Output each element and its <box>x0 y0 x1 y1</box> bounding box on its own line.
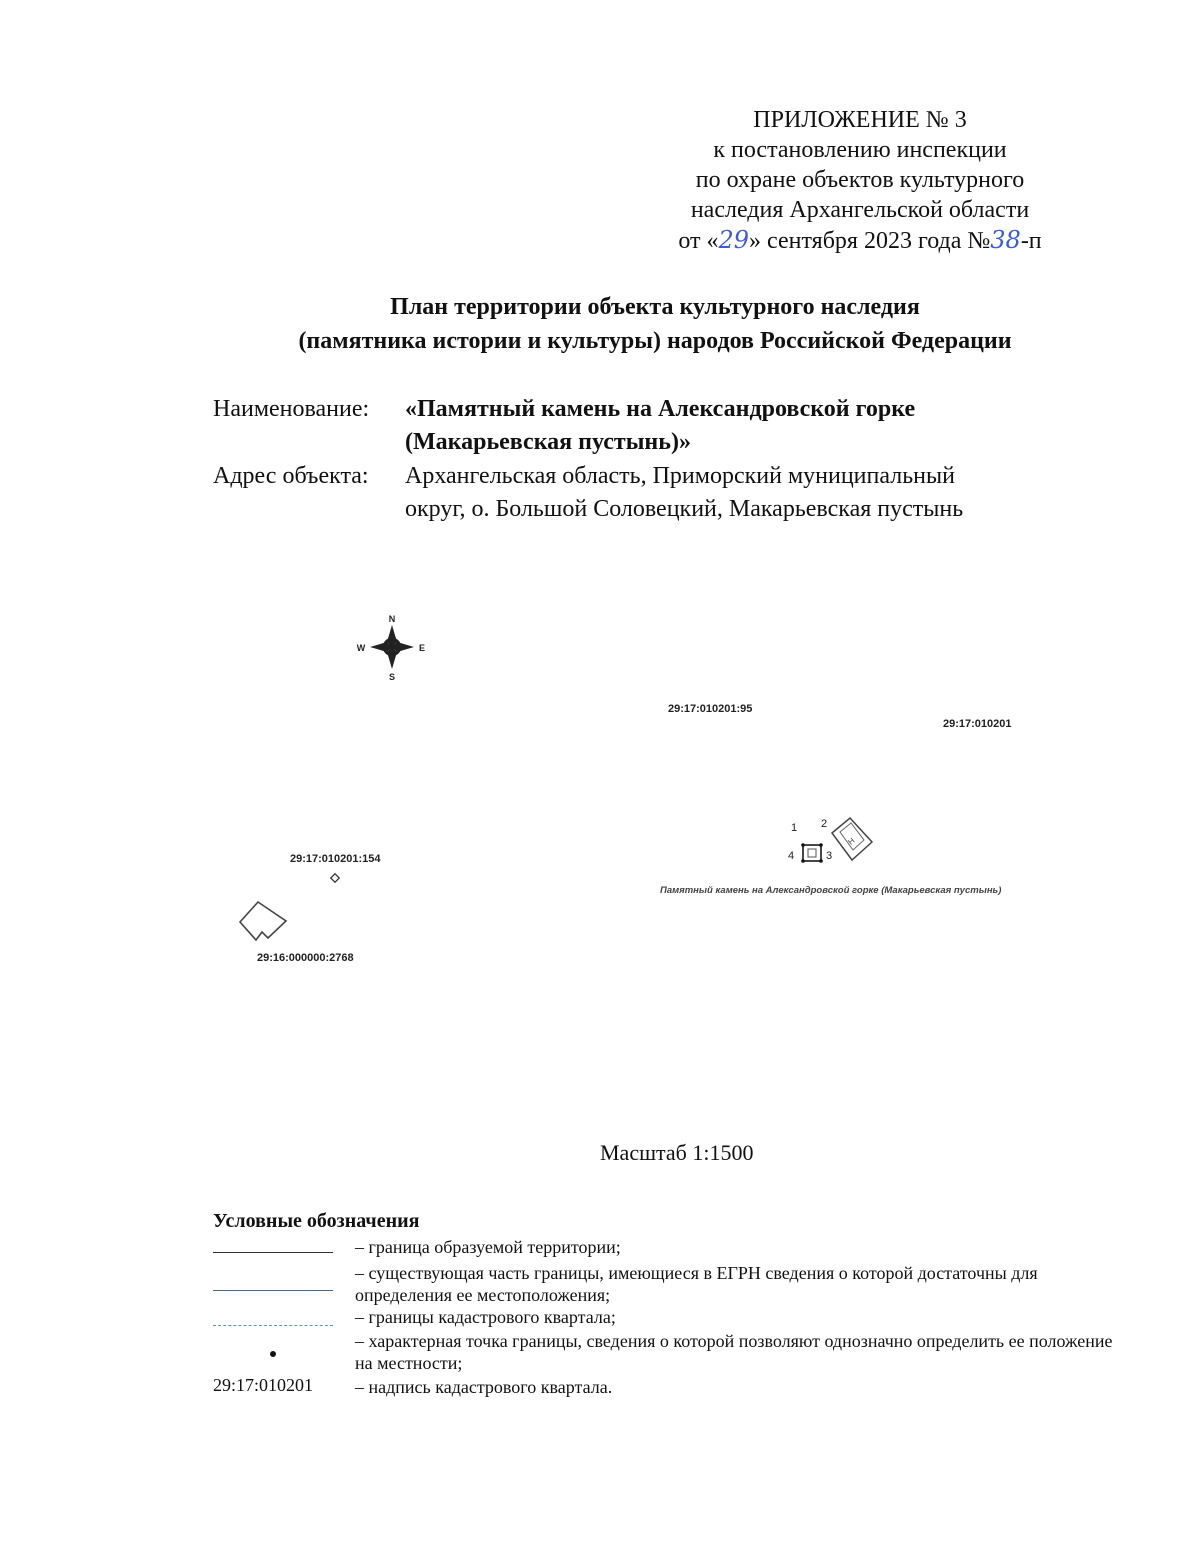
object-name-line-2: (Макарьевская пустынь)» <box>405 429 691 455</box>
date-middle: » сентября 2023 года № <box>749 228 991 254</box>
legend-item-4: – характерная точка границы, сведения о которой позволяют однозначно определить ее положение на местности; <box>355 1331 1113 1373</box>
point-label-1: 1 <box>791 822 798 834</box>
parcel-2768-outline <box>240 902 286 940</box>
boundary-point-3 <box>819 859 823 863</box>
point-label-3: 3 <box>826 850 833 862</box>
object-name-line-1: «Памятный камень на Александровской горке <box>405 396 916 422</box>
legend-item-1: – граница образуемой территории; <box>355 1237 621 1257</box>
legend-symbol-quarter-label: 29:17:010201 <box>213 1375 314 1395</box>
address-line-1: Архангельская область, Приморский муниципальный <box>405 463 955 489</box>
svg-text:Н: Н <box>846 836 857 847</box>
label-quarter: 29:17:010201 <box>943 718 1012 730</box>
point-label-2: 2 <box>821 818 828 830</box>
appendix-line-3: по охране объектов культурного <box>695 167 1025 193</box>
title-line-2: (памятника истории и культуры) народов Российской Федерации <box>298 328 1012 354</box>
legend-item-3: – границы кадастрового квартала; <box>355 1307 616 1327</box>
monument-caption: Памятный камень на Александровской горке (Макарьевская пустынь) <box>660 885 1002 896</box>
label-parcel-2768: 29:16:000000:2768 <box>257 952 354 964</box>
compass-e: E <box>418 643 426 653</box>
compass-w: W <box>356 643 366 653</box>
territory-boundary <box>803 845 821 861</box>
boundary-point-2 <box>819 843 823 847</box>
legend-symbol-boundary-point <box>270 1351 276 1357</box>
monument-stone-icon <box>808 849 816 857</box>
monument-territory <box>801 818 872 863</box>
boundary-point-1 <box>801 843 805 847</box>
title-line-1: План территории объекта культурного наследия <box>390 294 920 320</box>
date-suffix: -п <box>1020 228 1042 254</box>
legend-item-2: – существующая часть границы, имеющиеся в ЕГРН сведения о которой достаточны для определения ее местоположения; <box>355 1263 1038 1305</box>
parcel-154-outline <box>331 874 339 882</box>
label-parcel-154: 29:17:010201:154 <box>290 853 381 865</box>
legend-title: Условные обозначения <box>213 1210 420 1232</box>
compass-s: S <box>388 672 396 682</box>
name-label: Наименование: <box>213 396 370 422</box>
handwritten-number: 38 <box>990 226 1021 254</box>
legend-symbol-existing-boundary <box>213 1290 333 1291</box>
address-label: Адрес объекта: <box>213 463 369 489</box>
compass-rose-icon <box>357 614 425 682</box>
legend-symbol-quarter-boundary <box>213 1325 333 1326</box>
legend-item-5: – надпись кадастрового квартала. <box>355 1377 613 1397</box>
legend-symbol-boundary <box>213 1252 333 1253</box>
boundary-point-4 <box>801 859 805 863</box>
date-prefix: от « <box>678 228 719 254</box>
appendix-title: ПРИЛОЖЕНИЕ № 3 <box>753 107 967 133</box>
appendix-line-2: к постановлению инспекции <box>713 137 1007 163</box>
address-line-2: округ, о. Большой Соловецкий, Макарьевская пустынь <box>405 496 964 522</box>
point-label-4: 4 <box>788 850 795 862</box>
handwritten-day: 29 <box>718 226 750 254</box>
map-scale: Масштаб 1:1500 <box>600 1140 754 1165</box>
appendix-line-4: наследия Архангельской области <box>690 197 1030 223</box>
label-parcel-95: 29:17:010201:95 <box>668 703 753 715</box>
compass-n: N <box>388 614 396 624</box>
